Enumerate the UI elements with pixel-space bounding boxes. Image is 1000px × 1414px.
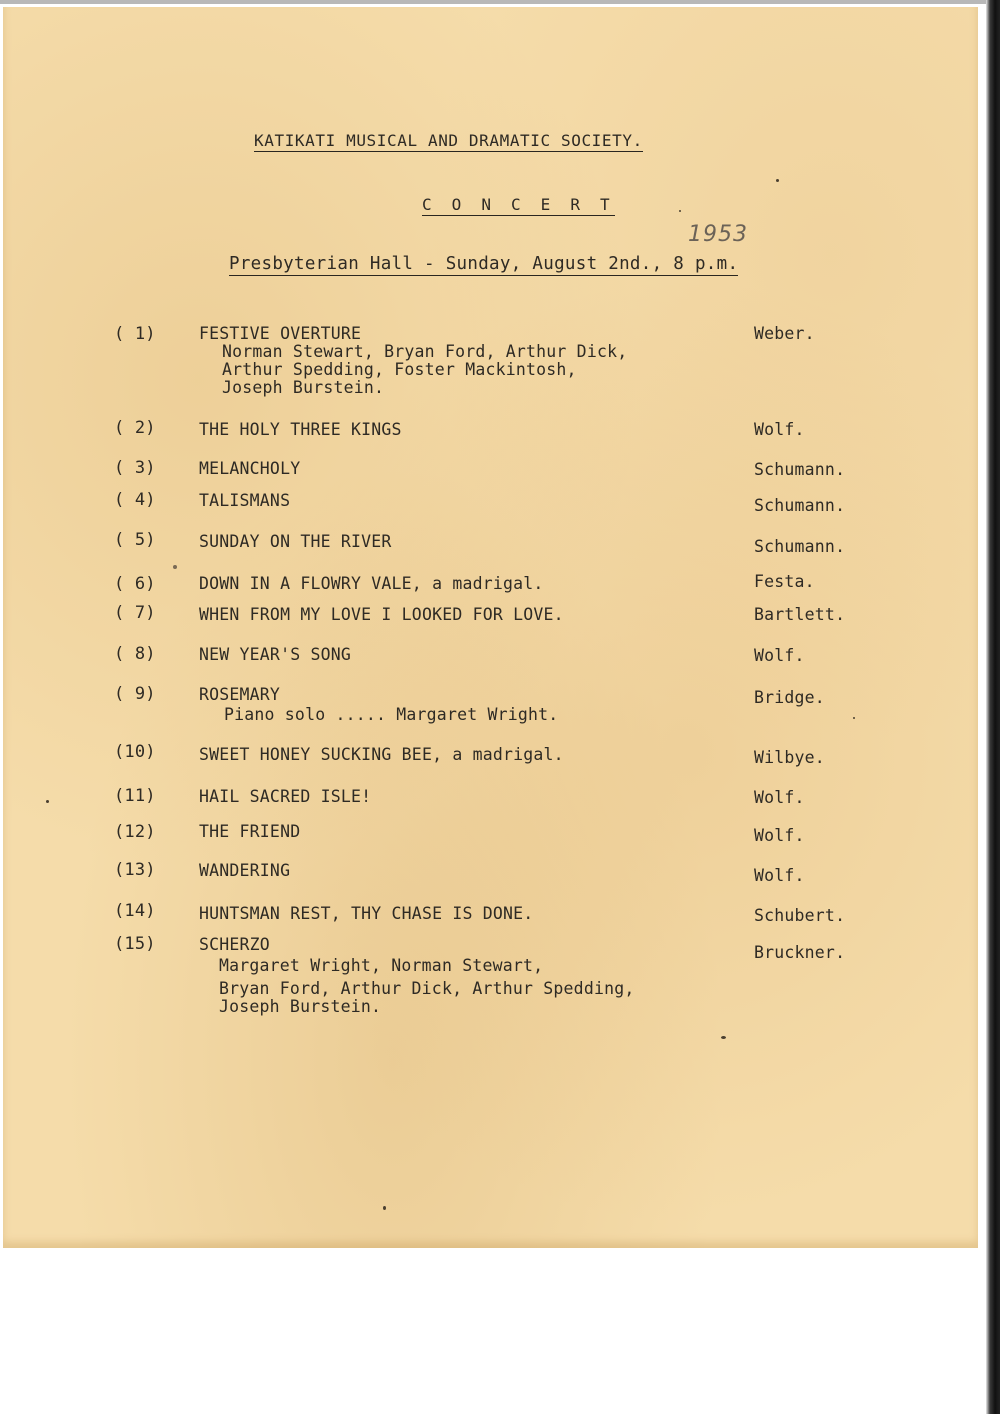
paper-speck xyxy=(173,565,177,569)
item-composer: Wolf. xyxy=(754,420,805,439)
item-number: ( 3) xyxy=(114,458,156,478)
concert-heading: C O N C E R T xyxy=(422,195,615,214)
item-number: ( 8) xyxy=(114,644,156,664)
item-number: (12) xyxy=(114,822,156,842)
item-number: ( 1) xyxy=(114,324,156,344)
item-title: DOWN IN A FLOWRY VALE, a madrigal. xyxy=(199,574,544,593)
item-title: HUNTSMAN REST, THY CHASE IS DONE. xyxy=(199,904,534,923)
item-number: (11) xyxy=(114,786,156,806)
paper-speck xyxy=(721,1036,726,1039)
paper-speck xyxy=(853,717,855,719)
item-performers: Norman Stewart, Bryan Ford, Arthur Dick, xyxy=(222,342,628,361)
item-composer: Schumann. xyxy=(754,460,846,479)
item-composer: Festa. xyxy=(754,572,815,591)
item-composer: Bartlett. xyxy=(754,605,846,624)
item-title: THE FRIEND xyxy=(199,822,301,841)
society-heading: KATIKATI MUSICAL AND DRAMATIC SOCIETY. xyxy=(254,131,643,150)
scanner-right-edge xyxy=(986,0,1000,1414)
paper-speck xyxy=(46,800,49,803)
item-title: NEW YEAR'S SONG xyxy=(199,645,352,664)
item-number: ( 2) xyxy=(114,418,156,438)
item-title: ROSEMARY xyxy=(199,685,281,704)
item-number: (14) xyxy=(114,901,156,921)
item-number: ( 5) xyxy=(114,530,156,550)
item-composer: Wolf. xyxy=(754,788,805,807)
item-title: SUNDAY ON THE RIVER xyxy=(199,532,392,551)
item-composer: Schubert. xyxy=(754,906,846,925)
item-composer: Wolf. xyxy=(754,826,805,845)
item-title: SWEET HONEY SUCKING BEE, a madrigal. xyxy=(199,745,564,764)
handwritten-year: 1953 xyxy=(688,222,748,247)
item-performers: Arthur Spedding, Foster Mackintosh, xyxy=(222,360,577,379)
item-performers: Bryan Ford, Arthur Dick, Arthur Spedding, xyxy=(219,979,635,998)
item-number: ( 6) xyxy=(114,574,156,594)
item-composer: Schumann. xyxy=(754,496,846,515)
item-number: (13) xyxy=(114,860,156,880)
item-number: ( 9) xyxy=(114,684,156,704)
item-title: TALISMANS xyxy=(199,491,291,510)
item-number: (10) xyxy=(114,742,156,762)
item-composer: Bruckner. xyxy=(754,943,846,962)
item-number: (15) xyxy=(114,934,156,954)
paper-speck xyxy=(776,179,779,182)
item-title: MELANCHOLY xyxy=(199,459,301,478)
item-performers: Joseph Burstein. xyxy=(222,378,385,397)
item-number: ( 4) xyxy=(114,490,156,510)
item-composer: Bridge. xyxy=(754,688,825,707)
item-number: ( 7) xyxy=(114,603,156,623)
scanner-top-edge xyxy=(0,0,1000,4)
venue-date-line: Presbyterian Hall - Sunday, August 2nd., 8 p.m. xyxy=(229,254,739,274)
item-title: WHEN FROM MY LOVE I LOOKED FOR LOVE. xyxy=(199,605,564,624)
item-performers: Piano solo ..... Margaret Wright. xyxy=(224,705,559,724)
paper-speck xyxy=(383,1206,386,1210)
item-composer: Weber. xyxy=(754,324,815,343)
item-performers: Margaret Wright, Norman Stewart, xyxy=(219,956,544,975)
item-title: THE HOLY THREE KINGS xyxy=(199,420,402,439)
item-performers: Joseph Burstein. xyxy=(219,997,382,1016)
item-composer: Wolf. xyxy=(754,866,805,885)
item-composer: Wilbye. xyxy=(754,748,825,767)
item-title: WANDERING xyxy=(199,861,291,880)
paper-speck xyxy=(679,210,681,212)
item-title: HAIL SACRED ISLE! xyxy=(199,787,372,806)
item-composer: Wolf. xyxy=(754,646,805,665)
paper-sheet xyxy=(3,7,978,1248)
item-title: SCHERZO xyxy=(199,935,270,954)
item-title: FESTIVE OVERTURE xyxy=(199,324,362,343)
item-composer: Schumann. xyxy=(754,537,846,556)
